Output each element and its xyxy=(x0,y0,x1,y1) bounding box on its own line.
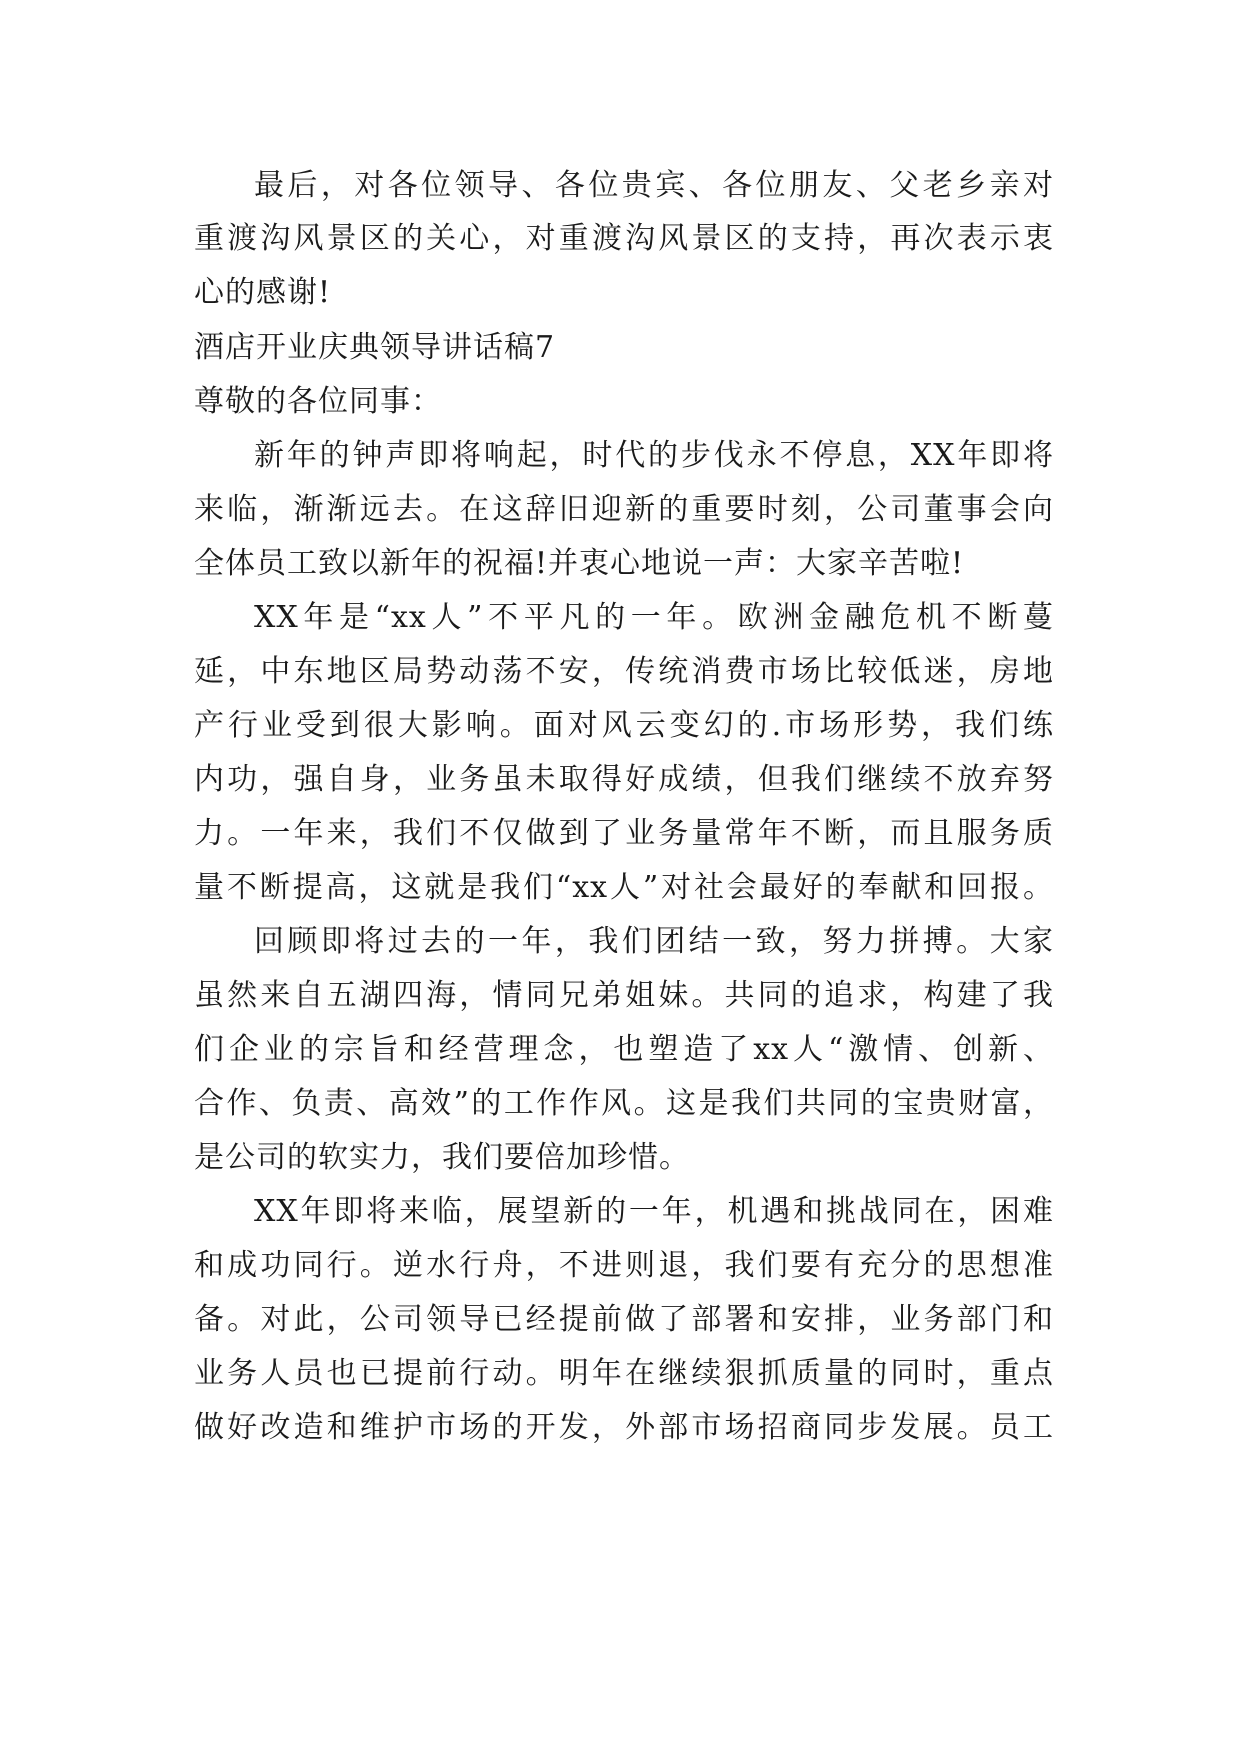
paragraph-line: 内功，强自身，业务虽未取得好成绩，但我们继续不放弃努 xyxy=(194,762,1054,797)
paragraph-line: 备。对此，公司领导已经提前做了部署和安排，业务部门和 xyxy=(194,1302,1054,1337)
paragraph-line: 量不断提高，这就是我们“xx人”对社会最好的奉献和回报。 xyxy=(194,870,1054,905)
paragraph-line: 虽然来自五湖四海，情同兄弟姐妹。共同的追求，构建了我 xyxy=(194,978,1054,1013)
paragraph-line: 回顾即将过去的一年，我们团结一致，努力拼搏。大家 xyxy=(254,924,1054,959)
paragraph-line: 做好改造和维护市场的开发，外部市场招商同步发展。员工 xyxy=(194,1410,1054,1445)
section-heading: 酒店开业庆典领导讲话稿7 xyxy=(194,330,556,365)
paragraph-line: 和成功同行。逆水行舟，不进则退，我们要有充分的思想准 xyxy=(194,1248,1054,1283)
paragraph-line: 心的感谢! xyxy=(194,275,332,310)
paragraph-line: 新年的钟声即将响起，时代的步伐永不停息，XX年即将 xyxy=(254,438,1054,473)
paragraph-line: 重渡沟风景区的关心，对重渡沟风景区的支持，再次表示衷 xyxy=(194,221,1054,256)
paragraph-line: 业务人员也已提前行动。明年在继续狠抓质量的同时，重点 xyxy=(194,1356,1054,1391)
paragraph-line: 全体员工致以新年的祝福!并衷心地说一声：大家辛苦啦! xyxy=(194,546,965,581)
paragraph-line: 延，中东地区局势动荡不安，传统消费市场比较低迷，房地 xyxy=(194,654,1054,689)
salutation: 尊敬的各位同事： xyxy=(194,384,442,419)
paragraph-line: 最后，对各位领导、各位贵宾、各位朋友、父老乡亲对 xyxy=(254,168,1054,203)
paragraph-line: 产行业受到很大影响。面对风云变幻的.市场形势，我们练 xyxy=(194,708,1054,743)
paragraph-line: 是公司的软实力，我们要倍加珍惜。 xyxy=(194,1140,690,1175)
paragraph-line: 来临，渐渐远去。在这辞旧迎新的重要时刻，公司董事会向 xyxy=(194,492,1054,527)
paragraph-line: 们企业的宗旨和经营理念，也塑造了xx人“激情、创新、 xyxy=(194,1032,1054,1067)
paragraph-line: XX年即将来临，展望新的一年，机遇和挑战同在，困难 xyxy=(254,1194,1054,1229)
paragraph-line: 合作、负责、高效”的工作作风。这是我们共同的宝贵财富， xyxy=(194,1086,1054,1121)
paragraph-line: 力。一年来，我们不仅做到了业务量常年不断，而且服务质 xyxy=(194,816,1054,851)
paragraph-line: XX年是“xx人”不平凡的一年。欧洲金融危机不断蔓 xyxy=(254,600,1054,635)
